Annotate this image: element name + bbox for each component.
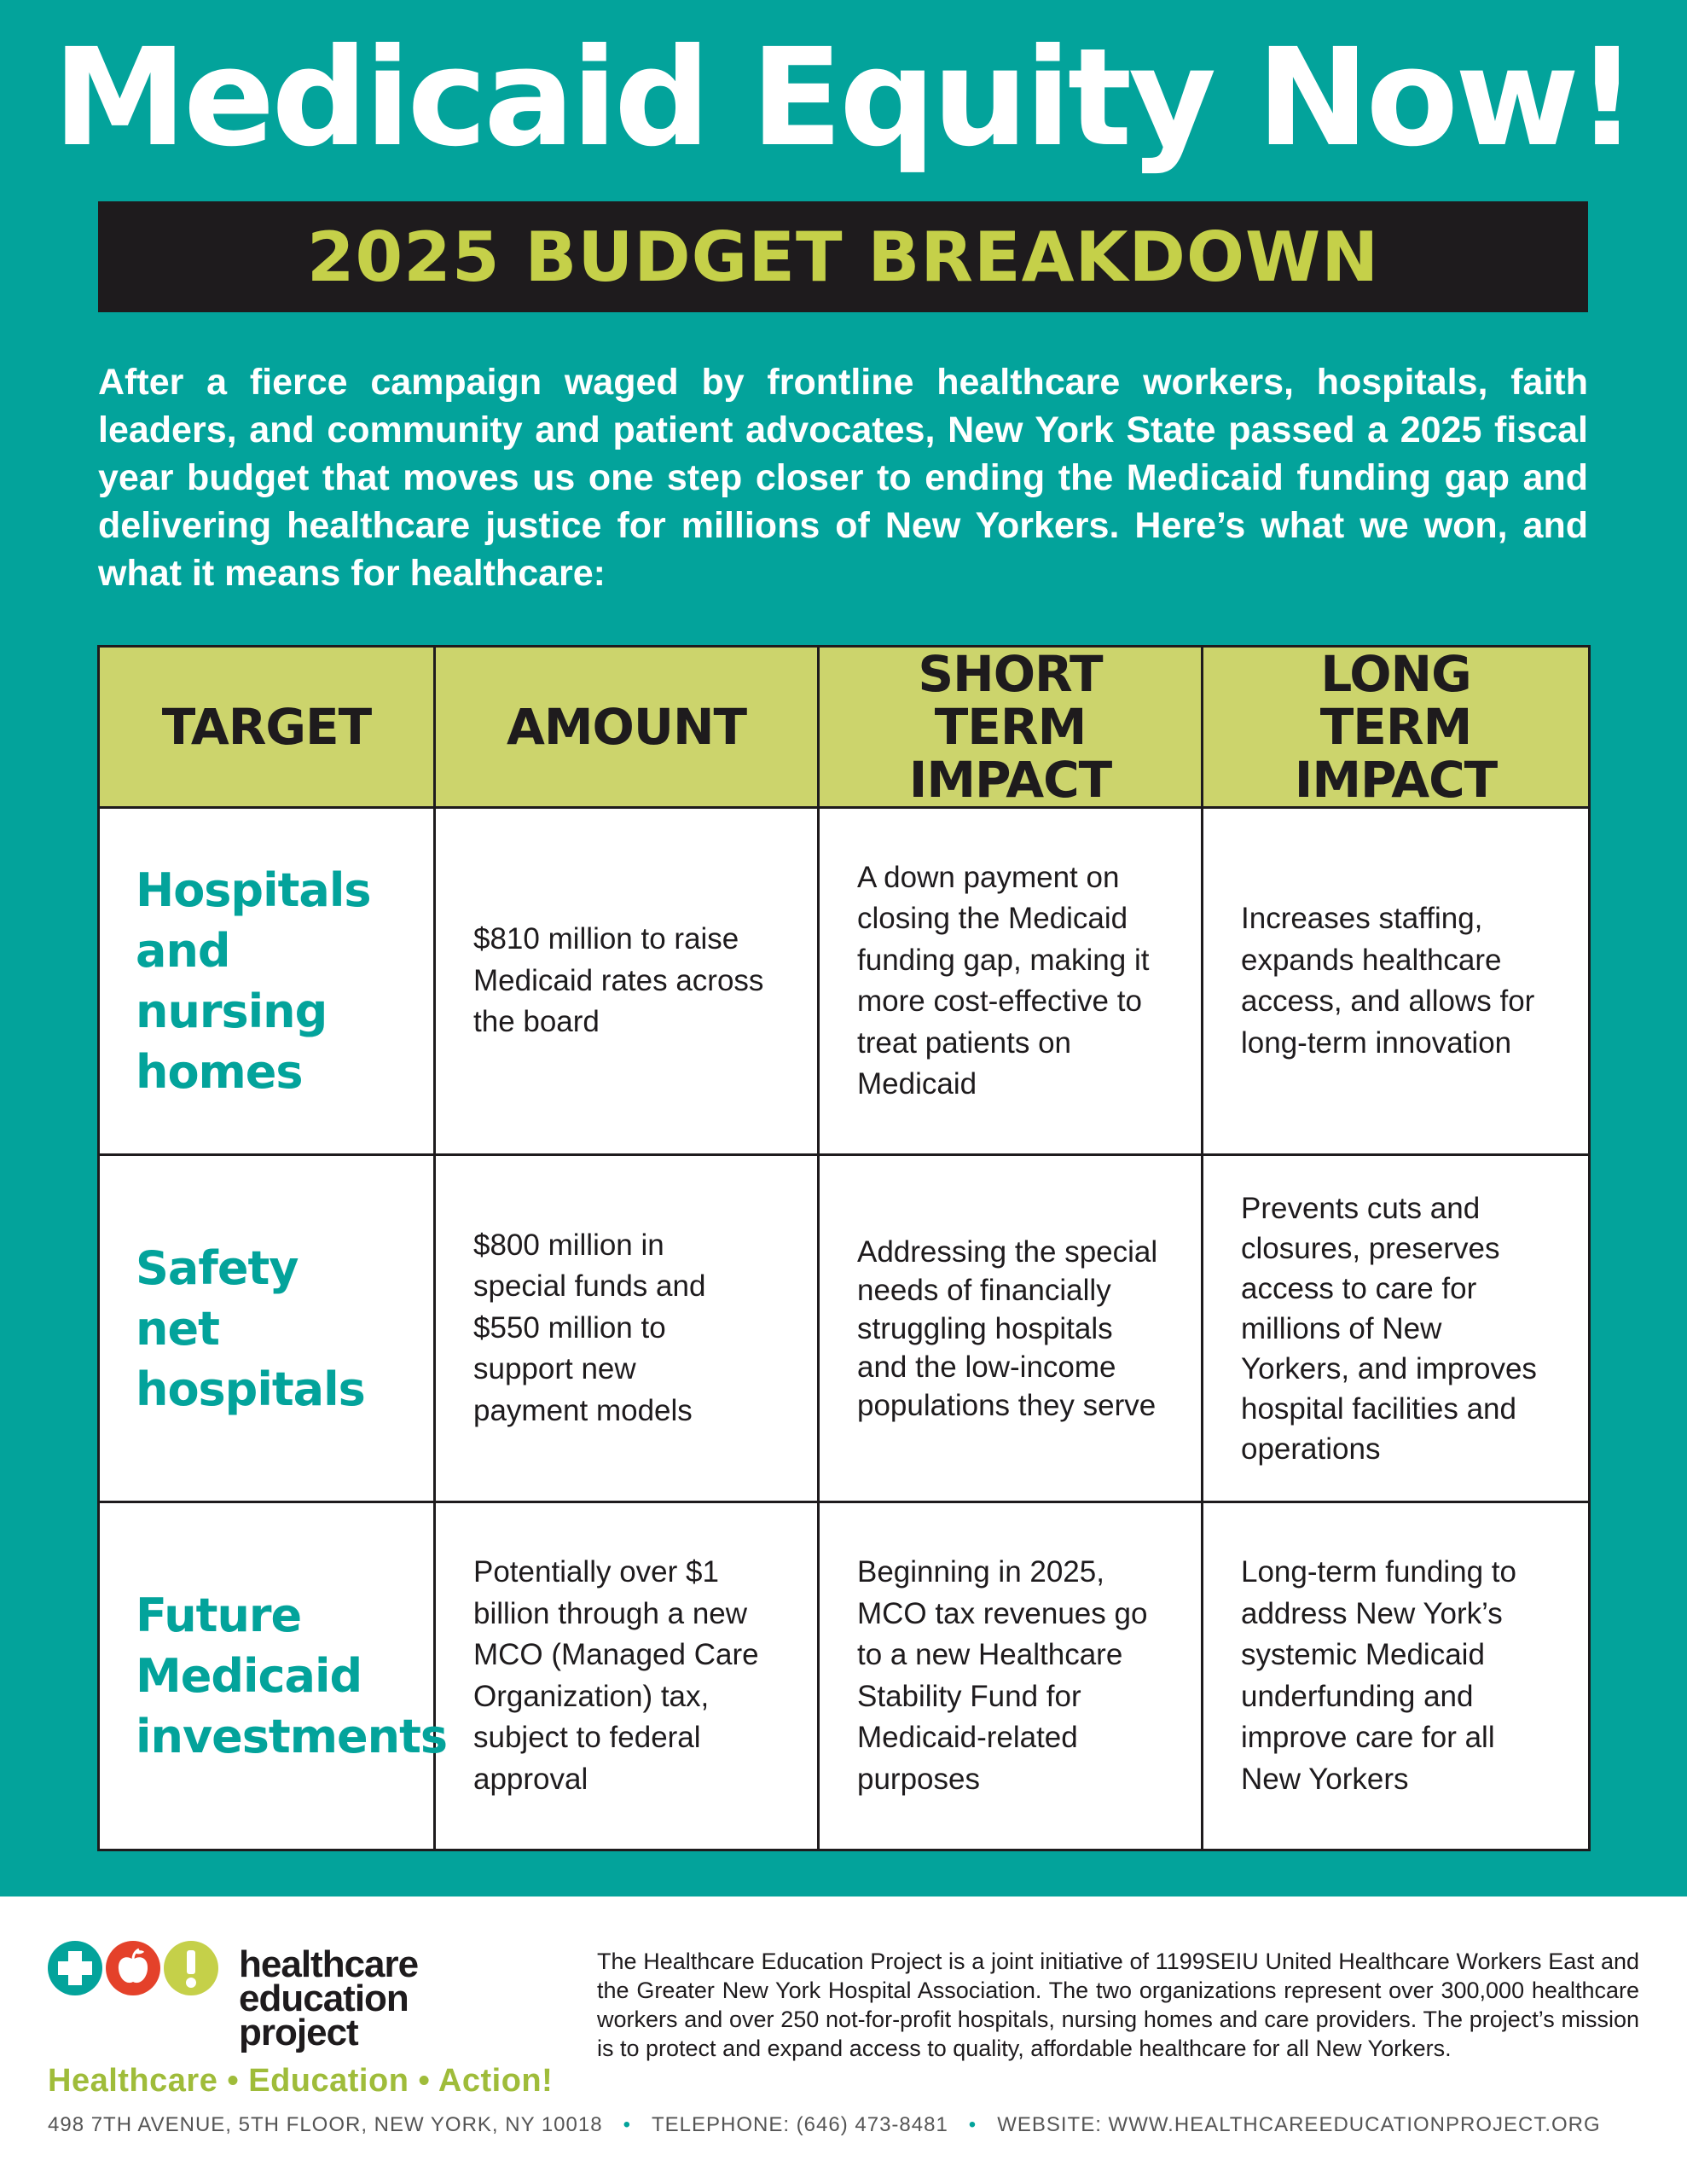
telephone: TELEPHONE: (646) 473-8481: [651, 2113, 948, 2136]
target-cell: Future Medicaid investments: [99, 1502, 435, 1850]
column-header-short-term: SHORT TERM IMPACT: [819, 647, 1203, 808]
separator-dot: •: [623, 2113, 631, 2136]
logo-wordmark: [239, 1943, 419, 2053]
apple-icon: [106, 1941, 160, 1995]
column-header-target: TARGET: [99, 647, 435, 808]
table-row: [99, 808, 1590, 1155]
table-header-row: [99, 647, 1590, 808]
table-row: [99, 1155, 1590, 1502]
short-term-cell: A down payment on closing the Medicaid funding gap, making it more cost-effective to treat patients on Medicaid: [819, 808, 1203, 1155]
column-header-long-term: LONG TERM IMPACT: [1203, 647, 1590, 808]
footer-description: The Healthcare Education Project is a joint initiative of 1199SEIU United Healthcare Workers East and the Greater New York Hospital Association. The two organizations represent over 300,000 healthcare workers and over 250 not-for-profit hospitals, nursing homes and care providers. The project’s mission is to protect and expand access to quality, affordable healthcare for all New Yorkers.: [597, 1949, 1639, 2061]
exclamation-icon: [164, 1941, 218, 1995]
page-title: Medicaid Equity Now!: [52, 20, 1635, 177]
logo-line: project: [239, 2012, 358, 2053]
amount-cell: $810 million to raise Medicaid rates across the board: [435, 808, 819, 1155]
budget-banner: [98, 201, 1588, 312]
table-row: [99, 1502, 1590, 1850]
budget-table: [97, 645, 1591, 1851]
amount-cell: $800 million in special funds and $550 million to support new payment models: [435, 1155, 819, 1502]
logo-line: education: [239, 1978, 409, 2019]
target-cell: Safety net hospitals: [99, 1155, 435, 1502]
separator-dot: •: [968, 2113, 977, 2136]
long-term-cell: Prevents cuts and closures, preserves access to care for millions of New Yorkers, and improves hospital facilities and operations: [1203, 1155, 1590, 1502]
website-link[interactable]: WEBSITE: WWW.HEALTHCAREEDUCATIONPROJECT.ORG: [997, 2113, 1601, 2136]
target-cell: Hospitals and nursing homes: [99, 808, 435, 1155]
long-term-cell: Long-term funding to address New York’s systemic Medicaid underfunding and improve care for all New Yorkers: [1203, 1502, 1590, 1850]
amount-cell: Potentially over $1 billion through a new MCO (Managed Care Organization) tax, subject to federal approval: [435, 1502, 819, 1850]
contact-line: [48, 2113, 1639, 2137]
logo-line: healthcare: [239, 1943, 419, 1985]
short-term-cell: Beginning in 2025, MCO tax revenues go to a new Healthcare Stability Fund for Medicaid-related purposes: [819, 1502, 1203, 1850]
short-term-cell: Addressing the special needs of financially struggling hospitals and the low-income populations they serve: [819, 1155, 1203, 1502]
medical-cross-icon: [48, 1941, 102, 1995]
tagline: Healthcare • Education • Action!: [48, 2063, 554, 2099]
long-term-cell: Increases staffing, expands healthcare access, and allows for long-term innovation: [1203, 808, 1590, 1155]
column-header-amount: AMOUNT: [435, 647, 819, 808]
intro-paragraph: After a fierce campaign waged by frontline healthcare workers, hospitals, faith leaders, and community and patient advocates, New York State passed a 2025 fiscal year budget that moves us one step closer to ending the Medicaid funding gap and delivering healthcare justice for millions of New Yorkers. Here’s what we won, and what it means for healthcare:: [98, 362, 1588, 594]
address: 498 7TH AVENUE, 5TH FLOOR, NEW YORK, NY 10018: [48, 2113, 603, 2136]
banner-title: 2025 BUDGET BREAKDOWN: [306, 217, 1380, 297]
